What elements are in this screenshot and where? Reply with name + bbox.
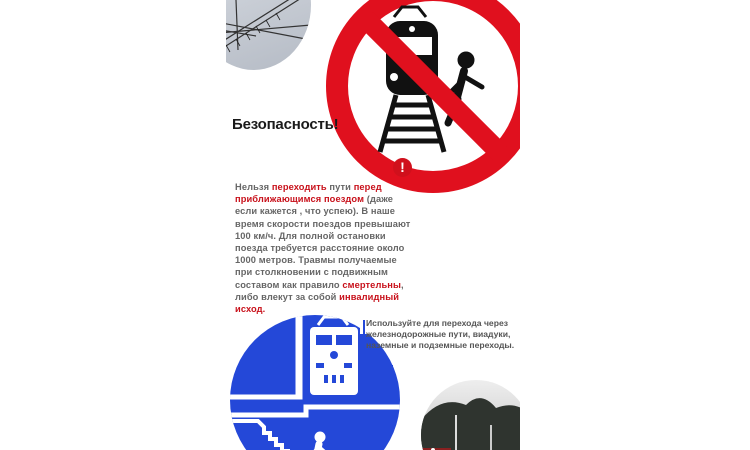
paragraph-text: пути: [326, 182, 354, 192]
emphasis-text: переходить: [271, 182, 327, 192]
power-lines-photo: [226, 0, 311, 70]
warning-paragraph: [235, 181, 415, 315]
train-photo: [421, 380, 520, 450]
page-title: Безопасность!: [232, 116, 339, 133]
paragraph-text: Нельзя: [235, 182, 272, 192]
emphasis-text: смертельны: [342, 279, 402, 290]
safety-poster: [226, 0, 520, 450]
emphasis-text: перед приближающимся поездом: [235, 182, 382, 205]
tip-accent-line: [363, 320, 365, 366]
prohibition-sign: [324, 0, 520, 195]
paragraph-text: (даже если кажется , что успею). В наше время скорости поездов превышают 100 км/ч. Для полной остановки поезда требуется расстояние около 1000 метров. Травмы получаемые при столкновении с подвижным составом как правило: [235, 194, 411, 290]
pedestrian-icon: [308, 432, 328, 450]
train-icon: [310, 317, 358, 395]
tip-accent-underline: [363, 365, 393, 367]
exclamation-circle-icon: !: [393, 158, 412, 177]
emphasis-text: инвалидный исход.: [235, 291, 400, 315]
paragraph-text: , либо влекут за собой: [235, 279, 404, 302]
crossing-tip: Используйте для перехода через железнодорожные пути, виадуки, наземные и подземные переходы.: [366, 318, 515, 351]
